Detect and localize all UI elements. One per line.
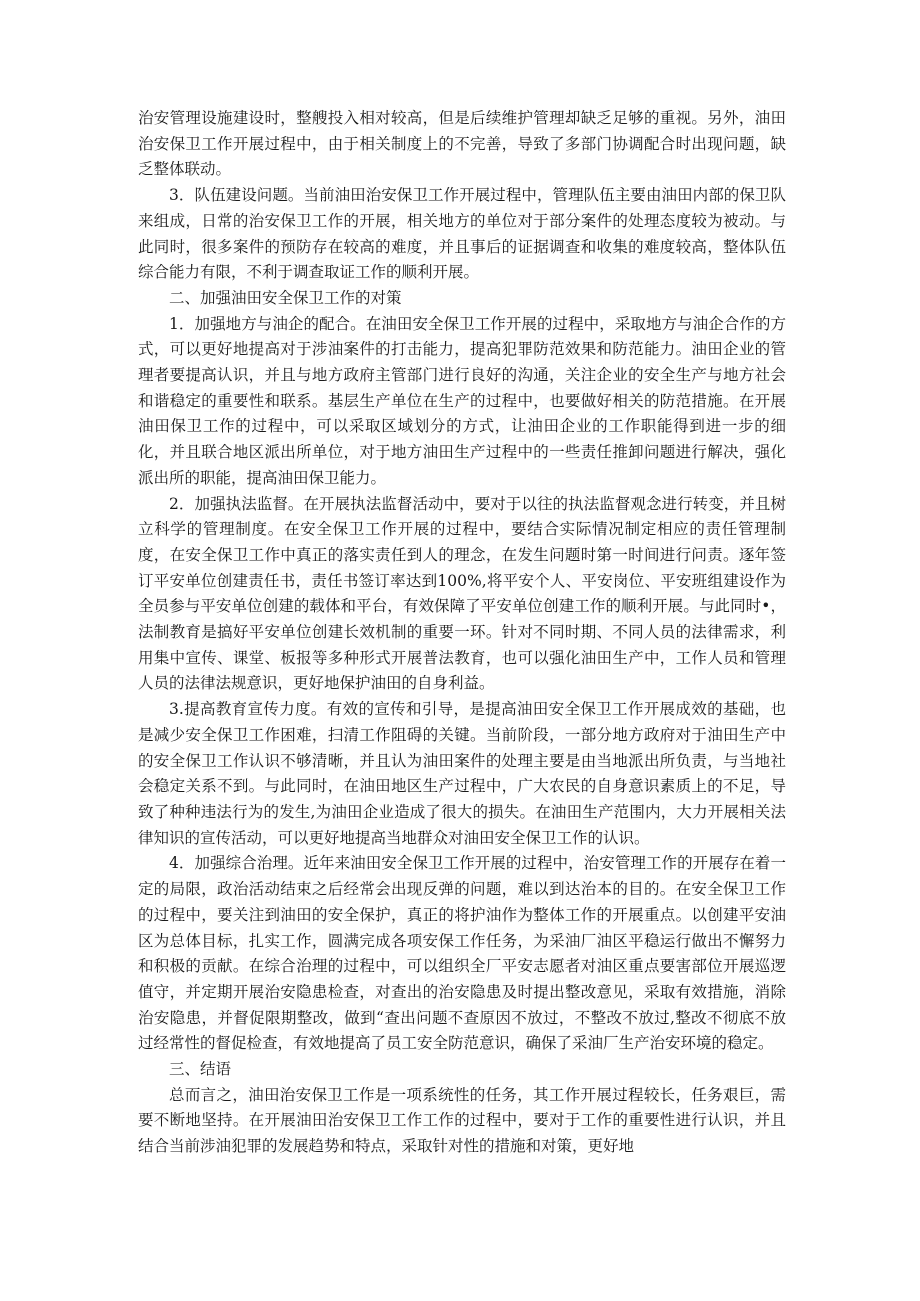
paragraph-intro-continuation: 治安管理设施建设时，整艘投入相对较高，但是后续维护管理却缺乏足够的重视。另外，油田治安保卫工作开展过程中，由于相关制度上的不完善，导致了多部门协调配合时出现问题，缺乏整体联动。: [138, 109, 786, 179]
section-heading-countermeasures: 二、加强油田安全保卫工作的对策: [169, 288, 402, 307]
paragraph-education-publicity: 3.提高教育宣传力度。有效的宣传和引导，是提高油田安全保卫工作开展成效的基础，也是减少安全保卫工作困难，扫清工作阻碍的关键。当前阶段，一部分地方政府对于油田生产中的安全保卫工作认识不够清晰，并且认为油田案件的处理主要是由当地派出所负责，与当地社会稳定关系不到。与此同时，在油田地区生产过程中，广大农民的自身意识素质上的不足，导致了种种违法行为的发生,为油田企业造成了很大的损失。在油田生产范围内，大力开展相关法律知识的宣传活动，可以更好地提高当地群众对油田安全保卫工作的认识。: [138, 700, 786, 847]
section-heading-conclusion: 三、结语: [169, 1060, 232, 1079]
paragraph-local-enterprise-cooperation: 1．加强地方与油企的配合。在油田安全保卫工作开展的过程中，采取地方与油企合作的方式，可以更好地提高对于涉油案件的打击能力，提高犯罪防范效果和防范能力。油田企业的管理者要提高认识，并且与地方政府主管部门进行良好的沟通，关注企业的安全生产与地方社会和谐稳定的重要性和联系。基层生产单位在生产的过程中，也要做好相关的防范措施。在开展油田保卫工作的过程中，可以采取区域划分的方式，让油田企业的工作职能得到进一步的细化，并且联合地区派出所单位，对于地方油田生产过程中的一些责任推卸问题进行解决，强化派出所的职能，提高油田保卫能力。: [138, 314, 786, 487]
paragraph-conclusion: 总而言之，油田治安保卫工作是一项系统性的任务，其工作开展过程较长，任务艰巨，需要不断地坚持。在开展油田治安保卫工作工作的过程中，要对于工作的重要性进行认识，并且结合当前涉油犯罪的发展趋势和特点，采取针对性的措施和对策，更好地: [138, 1085, 786, 1156]
paragraph-comprehensive-governance: 4．加强综合治理。近年来油田安全保卫工作开展的过程中，治安管理工作的开展存在着一定的局限，政治活动结束之后经常会出现反弹的问题，难以到达治本的目的。在安全保卫工作的过程中，要关注到油田的安全保护，真正的将护油作为整体工作的开展重点。以创建平安油区为总体目标，扎实工作，圆满完成各项安保工作任务，为采油厂油区平稳运行做出不懈努力和积极的贡献。在综合治理的过程中，可以组织全厂平安志愿者对油区重点要害部位开展巡逻值守，并定期开展治安隐患检查，对查出的治安隐患及时提出整改意见，采取有效措施，消除治安隐患，并督促限期整改，做到“查出问题不查原因不放过，不整改不放过,整改不彻底不放过经常性的督促检查，有效地提高了员工安全防范意识，确保了采油厂生产治安环境的稳定。: [138, 854, 786, 1053]
document-page: [138, 106, 786, 1160]
paragraph-team-building-issue: 3．队伍建设问题。当前油田治安保卫工作开展过程中，管理队伍主要由油田内部的保卫队来组成，日常的治安保卫工作的开展，相关地方的单位对于部分案件的处理态度较为被动。与此同时，很多案件的预防存在较高的难度，并且事后的证据调查和收集的难度较高，整体队伍综合能力有限，不利于调查取证工作的顺利开展。: [138, 186, 786, 282]
paragraph-law-enforcement-supervision: 2．加强执法监督。在开展执法监督活动中，要对于以往的执法监督观念进行转变，并且树立科学的管理制度。在安全保卫工作开展的过程中，要结合实际情况制定相应的责任管理制度，在安全保卫工作中真正的落实责任到人的理念，在发生问题时第一时间进行问责。逐年签订平安单位创建责任书，责任书签订率达到100%,将平安个人、平安岗位、平安班组建设作为全员参与平安单位创建的载体和平台，有效保障了平安单位创建工作的顺利开展。与此同时•，法制教育是搞好平安单位创建长效机制的重要一环。针对不同时期、不同人员的法律需求，利用集中宣传、课堂、板报等多种形式开展普法教育，也可以强化油田生产中，工作人员和管理人员的法律法规意识，更好地保护油田的自身利益。: [138, 494, 786, 693]
